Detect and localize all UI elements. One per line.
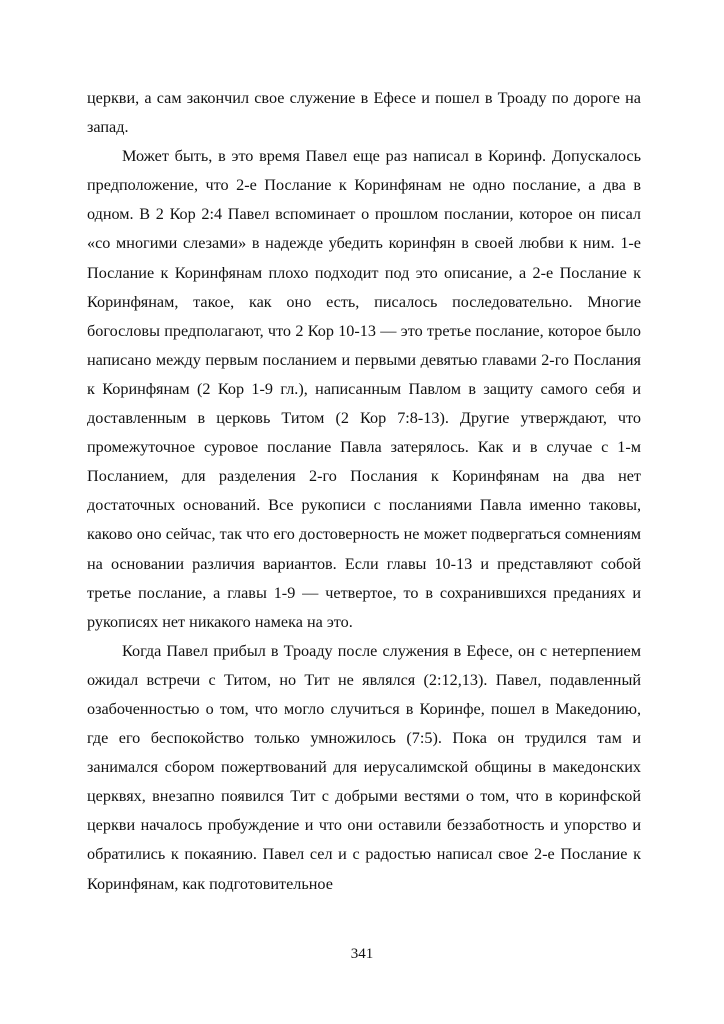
paragraph-continuation: церкви, а сам закончил свое служение в Ефесе и пошел в Троаду по дороге на запад. [87, 89, 641, 137]
paragraph: Может быть, в это время Павел еще раз написал в Коринф. Допускалось предположение, что 2-е Послание к Коринфянам не одно послание, а два в одном. В 2 Кор 2:4 Павел вспоминает о прошлом послании, которое он писал «со многими слезами» в надежде убедить коринфян в своей любви к ним. 1-е Послание к Коринфянам плохо подходит под это описание, а 2-е Послание к Коринфянам, такое, как оно есть, писалось последовательно. Многие богословы предполагают, что 2 Кор 10-13 — это третье послание, которое было написано между первым посланием и первыми девятью главами 2-го Послания к Коринфянам (2 Кор 1-9 гл.), написанным Павлом в защиту самого себя и доставленным в церковь Титом (2 Кор 7:8-13). Другие утверждают, что промежуточное суровое послание Павла затерялось. Как и в случае с 1-м Посланием, для разделения 2-го Послания к Коринфянам на два нет достаточных оснований. Все рукописи с посланиями Павла именно таковы, каково оно сейчас, так что его достоверность не может подвергаться сомнениям на основании различия вариантов. Если главы 10-13 и представляют собой третье послание, а главы 1-9 — четвертое, то в сохранившихся преданиях и рукописях нет никакого намека на это. [87, 147, 641, 631]
body-text [87, 84, 641, 899]
page-number: 341 [350, 946, 374, 962]
paragraph: Когда Павел прибыл в Троаду после служения в Ефесе, он с нетерпением ожидал встречи с Титом, но Тит не являлся (2:12,13). Павел, подавленный озабоченностью о том, что могло случиться в Коринфе, пошел в Македонию, где его беспокойство только умножилось (7:5). Пока он трудился там и занимался сбором пожертвований для иерусалимской общины в македонских церквях, внезапно появился Тит с добрыми вестями о том, что в коринфской церкви началось пробуждение и что они оставили беззаботность и упорство и обратились к покаянию. Павел сел и с радостью написал свое 2-е Послание к Коринфянам, как подготовительное [87, 641, 641, 893]
